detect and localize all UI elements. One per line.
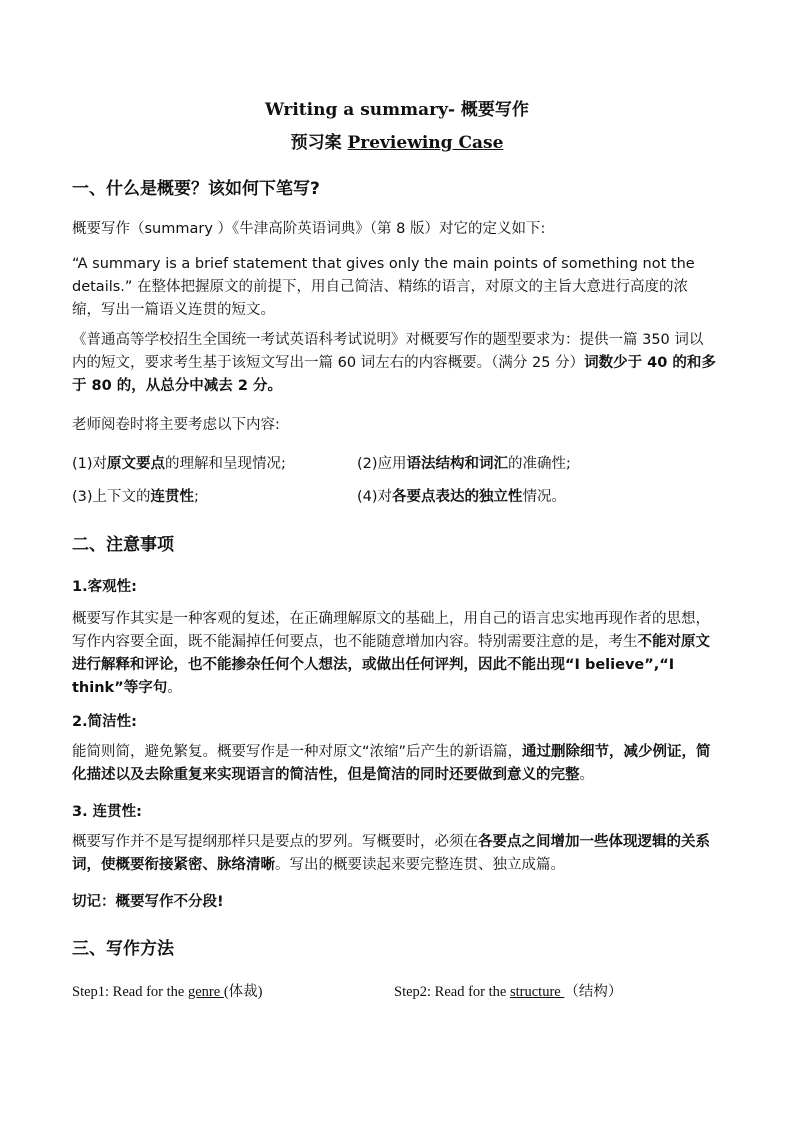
step-1: Step1: Read for the genre (体裁)	[72, 984, 263, 1000]
point-3-title: 3. 连贯性:	[72, 804, 142, 820]
subtitle-cn: 预习案	[290, 133, 348, 153]
point-1-title: 1.客观性:	[72, 579, 137, 595]
document-title: Writing a summary- 概要写作	[265, 100, 529, 120]
steps-row	[72, 980, 722, 1001]
section2-heading: 二、注意事项	[72, 535, 174, 555]
document-subtitle	[0, 128, 794, 153]
point-2-body: 能简则简，避免繁复。概要写作是一种对原文“浓缩”后产生的新语篇，通过删除细节，减少例证，简化描述以及去除重复来实现语言的简洁性，但是简洁的同时还要做到意义的完整。	[72, 744, 711, 783]
section1-heading: 一、什么是概要？该如何下笔写?	[72, 179, 320, 199]
section1-paragraph-4: 老师阅卷时将主要考虑以下内容:	[72, 417, 280, 433]
section1-paragraph-1: 概要写作（summary ）《牛津高阶英语词典》（第 8 版）对它的定义如下:	[72, 221, 546, 237]
p3-bold-text: 词数少于 40 的和多于 80 的，从总分中减去 2 分。	[72, 355, 716, 394]
summary-note: 切记：概要写作不分段!	[72, 894, 224, 910]
point-3-body: 概要写作并不是写提纲那样只是要点的罗列。写概要时，必须在各要点之间增加一些体现逻辑的关系词，使概要衔接紧密、脉络清晰。写出的概要读起来要完整连贯、独立成篇。	[72, 834, 710, 873]
criteria-item-2: (2)应用语法结构和词汇的准确性;	[357, 456, 571, 472]
section3-heading: 三、写作方法	[72, 939, 174, 959]
criteria-item-3: (3)上下文的连贯性;	[72, 489, 199, 505]
criteria-row-1	[72, 452, 722, 473]
criteria-row-2	[72, 485, 722, 506]
section1-paragraph-2: “A summary is a brief statement that gives only the main points of something not the details.” 在整体把握原文的前提下，用自己简洁、精练的语言，对原文的主旨大意进行高度的浓缩，写出一篇语义连贯的短文。	[72, 256, 695, 318]
section1-paragraph-3	[72, 329, 717, 398]
criteria-item-4: (4)对各要点表达的独立性情况。	[357, 489, 567, 505]
point-1-body: 概要写作其实是一种客观的复述，在正确理解原文的基础上，用自己的语言忠实地再现作者的思想，写作内容要全面，既不能漏掉任何要点，也不能随意增加内容。特别需要注意的是，考生不能对原文进行解释和评论，也不能掺杂任何个人想法，或做出任何评判，因此不能出现“I believe”,“I think”等字句。	[72, 611, 710, 696]
criteria-item-1: (1)对原文要点的理解和呈现情况;	[72, 456, 286, 472]
subtitle-en: Previewing Case	[347, 133, 504, 153]
p3-normal-text: 《普通高等学校招生全国统一考试英语科考试说明》对概要写作的题型要求为：提供一篇 350 词以内的短文，要求考生基于该短文写出一篇 60 词左右的内容概要。（满分 25 分）	[72, 332, 704, 371]
step-2: Step2: Read for the structure （结构）	[394, 984, 623, 1000]
point-2-title: 2.简洁性:	[72, 714, 137, 730]
